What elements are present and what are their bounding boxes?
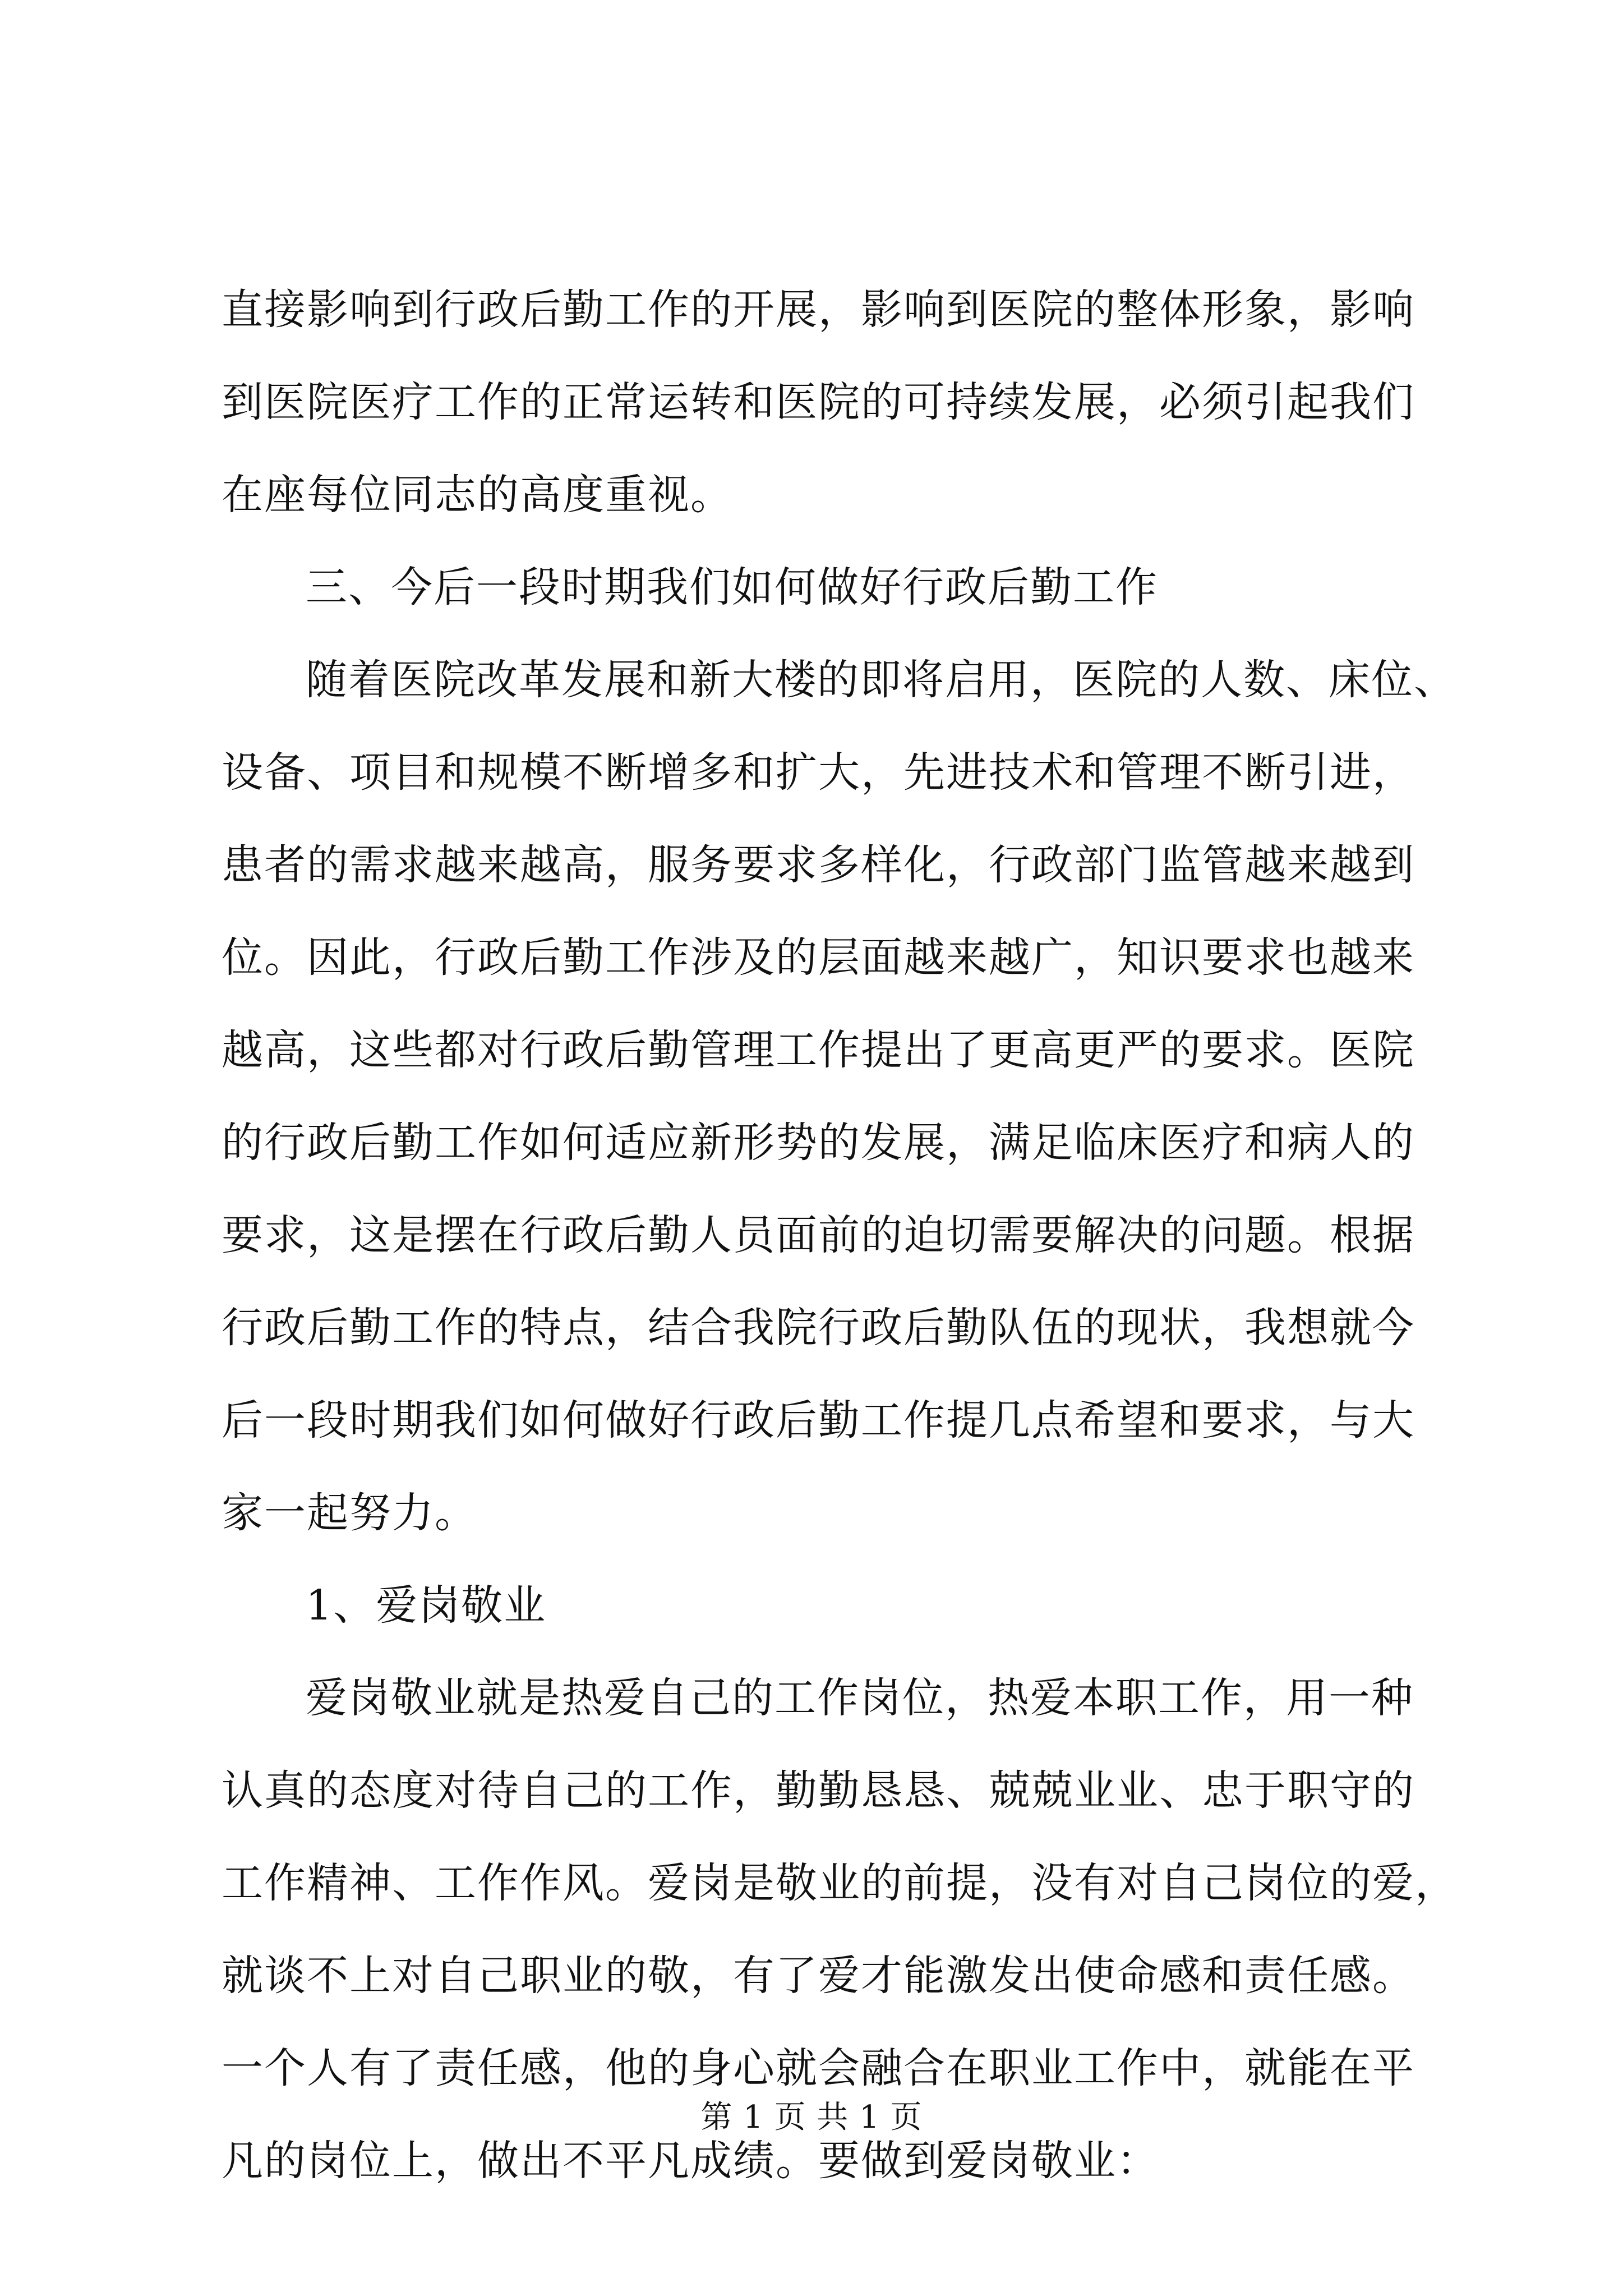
text-line: 越高，这些都对行政后勤管理工作提出了更高更严的要求。医院	[222, 1026, 1415, 1074]
text-line: 的行政后勤工作如何适应新形势的发展，满足临床医疗和病人的	[222, 1119, 1415, 1167]
text-line: 设备、项目和规模不断增多和扩大，先进技术和管理不断引进，	[222, 748, 1415, 797]
text-line: 要求，这是摆在行政后勤人员面前的迫切需要解决的问题。根据	[222, 1211, 1415, 1259]
text-line: 就谈不上对自己职业的敬，有了爱才能激发出使命感和责任感。	[222, 1952, 1415, 2000]
text-line: 到医院医疗工作的正常运转和医院的可持续发展，必须引起我们	[222, 378, 1415, 426]
page-footer: 第 1 页 共 1 页	[700, 2099, 923, 2136]
text-line: 患者的需求越来越高，服务要求多样化，行政部门监管越来越到	[222, 841, 1415, 889]
section-heading: 三、今后一段时期我们如何做好行政后勤工作	[306, 563, 1158, 611]
subsection-heading: 1、爱岗敬业	[306, 1581, 547, 1630]
text-line: 直接影响到行政后勤工作的开展，影响到医院的整体形象，影响	[222, 286, 1415, 334]
text-line: 行政后勤工作的特点，结合我院行政后勤队伍的现状，我想就今	[222, 1304, 1415, 1352]
text-line: 工作精神、工作作风。爱岗是敬业的前提，没有对自己岗位的爱，	[222, 1859, 1458, 1907]
text-line: 凡的岗位上，做出不平凡成绩。要做到爱岗敬业：	[222, 2137, 1159, 2185]
text-line: 在座每位同志的高度重视。	[222, 471, 733, 519]
text-line: 家一起努力。	[222, 1489, 477, 1537]
text-line: 一个人有了责任感，他的身心就会融合在职业工作中，就能在平	[222, 2044, 1415, 2092]
text-line: 认真的态度对待自己的工作，勤勤恳恳、兢兢业业、忠于职守的	[222, 1766, 1415, 1815]
text-line: 后一段时期我们如何做好行政后勤工作提几点希望和要求，与大	[222, 1396, 1415, 1444]
text-line: 随着医院改革发展和新大楼的即将启用，医院的人数、床位、	[306, 656, 1456, 704]
document-body	[222, 264, 1458, 2207]
text-line: 爱岗敬业就是热爱自己的工作岗位，热爱本职工作，用一种	[306, 1674, 1414, 1722]
text-line: 位。因此，行政后勤工作涉及的层面越来越广，知识要求也越来	[222, 933, 1415, 982]
